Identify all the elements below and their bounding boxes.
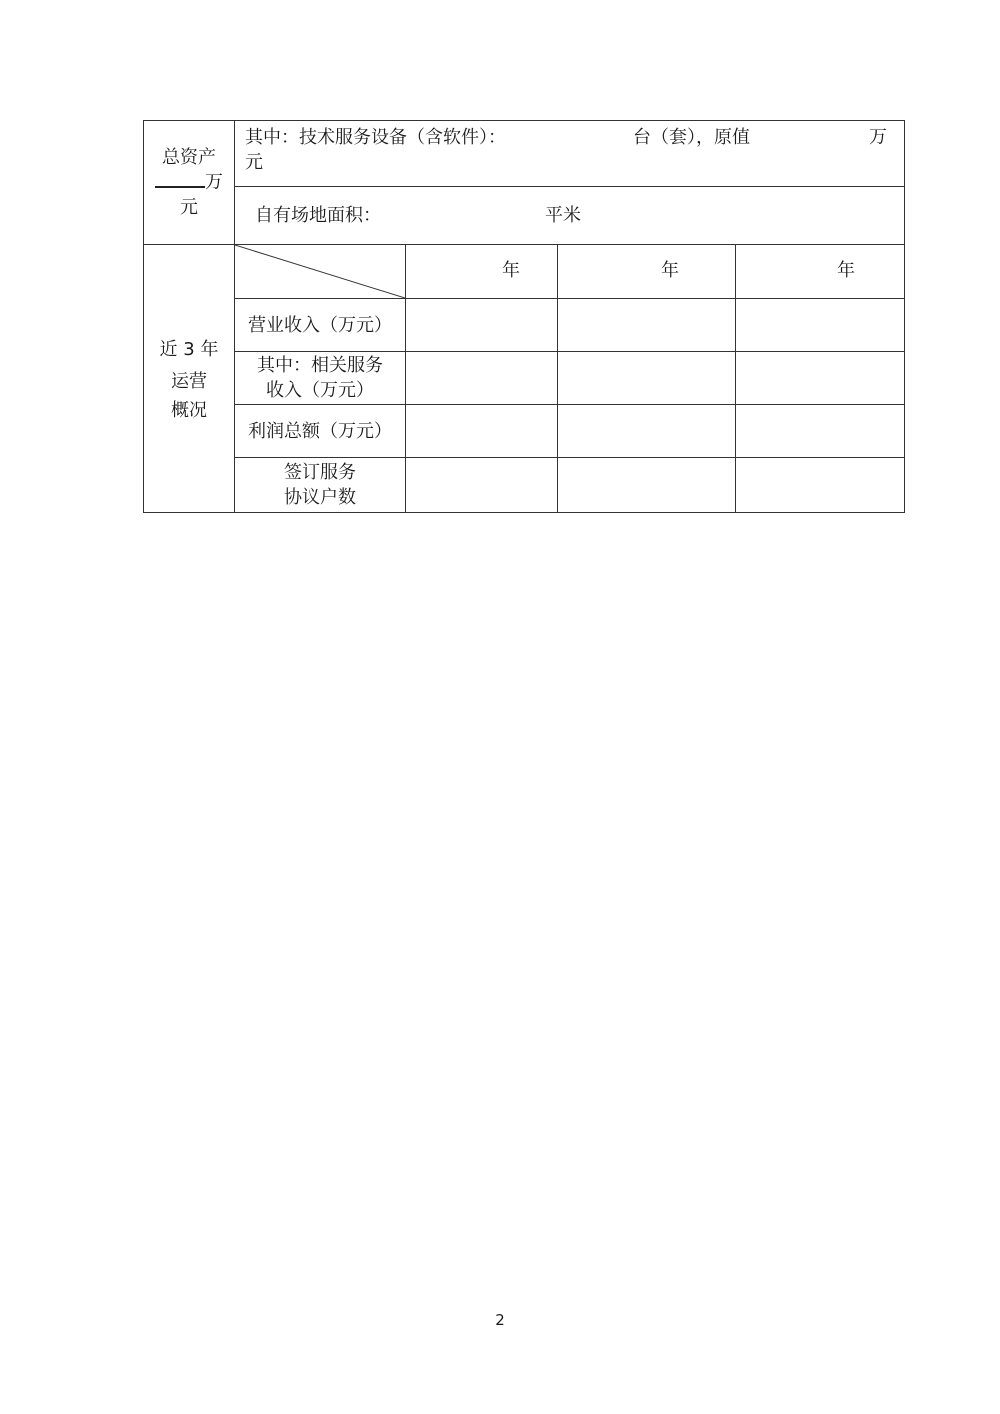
year-header-3[interactable] — [736, 245, 905, 299]
revenue-year1-cell[interactable] — [406, 299, 558, 352]
equipment-value-unit: 万 — [869, 127, 887, 148]
row-label-revenue-text: 营业收入（万元） — [248, 314, 392, 336]
site-area-unit: 平米 — [545, 205, 581, 226]
total-assets-unit: 万 — [205, 172, 223, 193]
equipment-value-unit-yuan: 元 — [245, 152, 263, 173]
total-assets-label: 总资产 — [162, 147, 216, 168]
equipment-cell[interactable] — [235, 121, 905, 187]
service-revenue-year1-cell[interactable] — [406, 352, 558, 405]
row-label-service-revenue-line1: 其中：相关服务 — [257, 355, 383, 376]
year-header-2[interactable] — [558, 245, 736, 299]
row-label-service-agreements — [235, 458, 406, 513]
total-assets-input-blank[interactable] — [155, 172, 205, 188]
agreements-year3-cell[interactable] — [736, 458, 905, 513]
row-label-total-profit-text: 利润总额（万元） — [248, 420, 392, 442]
service-revenue-year2-cell[interactable] — [558, 352, 736, 405]
total-assets-unit-yuan: 元 — [180, 197, 198, 218]
agreements-year2-cell[interactable] — [558, 458, 736, 513]
revenue-year2-cell[interactable] — [558, 299, 736, 352]
year-header-1[interactable] — [406, 245, 558, 299]
diagonal-header-cell — [235, 245, 406, 299]
equipment-label: 其中：技术服务设备（含软件）： — [245, 127, 506, 148]
profit-year2-cell[interactable] — [558, 405, 736, 458]
year-header-2-label: 年 — [661, 260, 679, 281]
row-label-revenue — [235, 299, 406, 352]
row-label-service-agreements-line2: 协议户数 — [284, 487, 356, 508]
year-header-1-label: 年 — [502, 260, 520, 281]
operations-label-years: 近 3 年 — [159, 339, 219, 360]
equipment-count-unit: 台（套），原值 — [633, 127, 750, 148]
total-assets-label-cell — [144, 121, 235, 245]
page-number: 2 — [495, 1311, 505, 1329]
operations-label-line3: 概况 — [171, 400, 207, 421]
row-label-service-revenue-line2: 收入（万元） — [266, 380, 374, 401]
row-label-service-revenue — [235, 352, 406, 405]
profit-year1-cell[interactable] — [406, 405, 558, 458]
operations-label-cell — [144, 245, 235, 513]
site-area-cell[interactable] — [235, 187, 905, 245]
agreements-year1-cell[interactable] — [406, 458, 558, 513]
revenue-year3-cell[interactable] — [736, 299, 905, 352]
diagonal-line — [235, 245, 405, 298]
row-label-total-profit — [235, 405, 406, 458]
row-label-service-agreements-line1: 签订服务 — [284, 462, 356, 483]
service-revenue-year3-cell[interactable] — [736, 352, 905, 405]
year-header-3-label: 年 — [837, 260, 855, 281]
profit-year3-cell[interactable] — [736, 405, 905, 458]
site-area-label: 自有场地面积： — [255, 205, 381, 226]
enterprise-info-table — [143, 120, 905, 513]
operations-label-line2: 运营 — [171, 371, 207, 392]
